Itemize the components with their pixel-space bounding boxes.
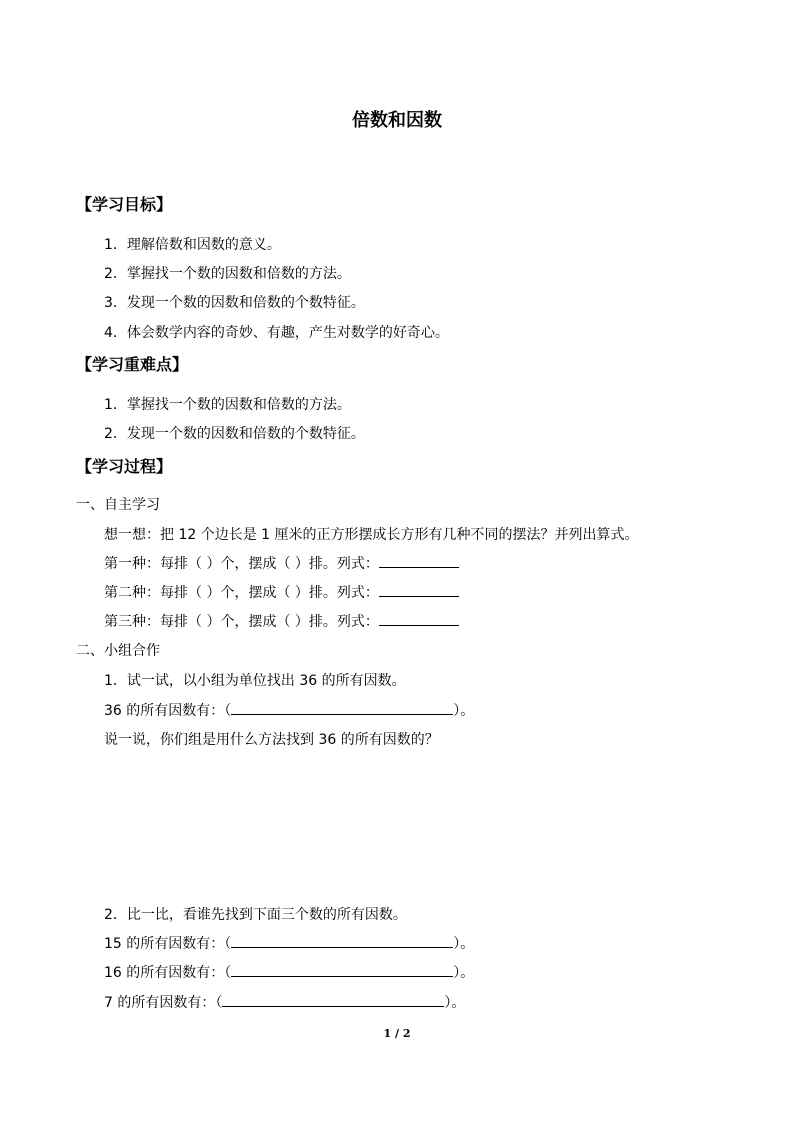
answer-blank[interactable] [379,553,459,568]
closing-bracket: ）。 [453,936,475,952]
answer-blank[interactable] [379,611,459,626]
answer-blank[interactable] [231,933,453,948]
page-number: 1 / 2 [383,1027,411,1040]
goal-item: 1．理解倍数和因数的意义。 [104,237,281,253]
part2-heading: 二、小组合作 [76,643,160,659]
goal-item: 4．体会数学内容的奇妙、有趣，产生对数学的好奇心。 [104,325,449,341]
closing-bracket: ）。 [453,703,475,719]
answer-blank[interactable] [231,700,453,715]
factors-16-label: 16 的所有因数有：（ [104,965,232,981]
factors-16-line [104,962,474,982]
factors-36-line [104,700,474,720]
factors-15-label: 15 的所有因数有：（ [104,936,232,952]
closing-bracket: ）。 [453,965,475,981]
arrangement-row-text: 第二种：每排（ ）个，摆成（ ）排。列式： [104,585,379,601]
goal-item: 3．发现一个数的因数和倍数的个数特征。 [104,295,365,311]
section-heading-focus: 【学习重难点】 [76,355,189,374]
factors-7-label: 7 的所有因数有：（ [104,995,223,1011]
discussion-prompt: 说一说，你们组是用什么方法找到 36 的所有因数的？ [104,732,439,748]
factors-36-label: 36 的所有因数有：（ [104,703,232,719]
part2-task1: 1．试一试，以小组为单位找出 36 的所有因数。 [104,673,406,689]
part1-intro: 想一想：把 12 个边长是 1 厘米的正方形摆成长方形有几种不同的摆法？并列出算式。 [104,527,639,543]
page-title: 倍数和因数 [352,110,442,131]
arrangement-row [104,611,459,631]
arrangement-row [104,582,459,602]
focus-item: 1．掌握找一个数的因数和倍数的方法。 [104,397,351,413]
section-heading-goals: 【学习目标】 [76,195,173,214]
answer-blank[interactable] [231,962,453,977]
answer-blank[interactable] [379,582,459,597]
factors-15-line [104,933,474,953]
focus-item: 2．发现一个数的因数和倍数的个数特征。 [104,426,365,442]
arrangement-row-text: 第一种：每排（ ）个，摆成（ ）排。列式： [104,556,379,572]
answer-blank[interactable] [222,992,444,1007]
arrangement-row-text: 第三种：每排（ ）个，摆成（ ）排。列式： [104,614,379,630]
part1-heading: 一、自主学习 [76,497,160,513]
arrangement-row [104,553,459,573]
part2-task2: 2．比一比，看谁先找到下面三个数的所有因数。 [104,907,407,923]
closing-bracket: ）。 [444,995,466,1011]
goal-item: 2．掌握找一个数的因数和倍数的方法。 [104,266,351,282]
section-heading-process: 【学习过程】 [76,457,173,476]
factors-7-line [104,992,465,1012]
